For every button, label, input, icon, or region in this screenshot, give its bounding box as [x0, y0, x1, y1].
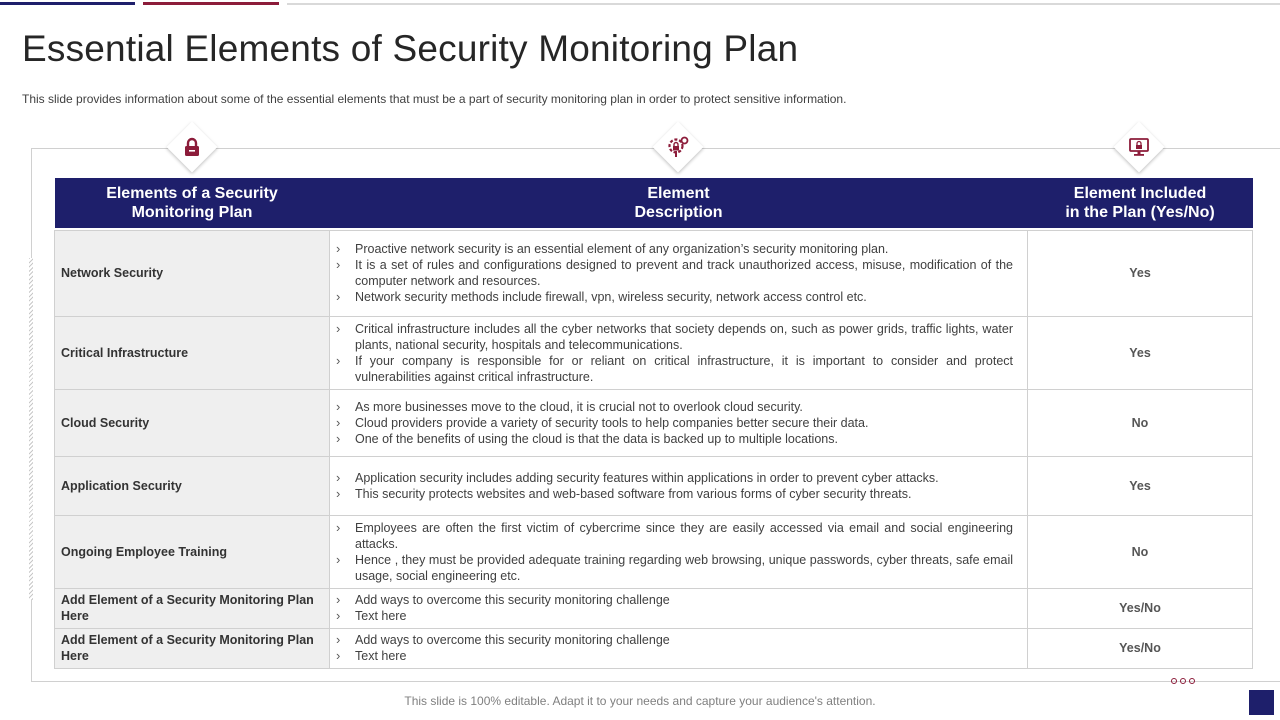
security-elements-table [54, 178, 1253, 669]
top-accent-bar-maroon [143, 2, 279, 5]
gear-lock-icon [664, 133, 692, 161]
dot-icon [1171, 678, 1177, 684]
lock-icon [178, 133, 206, 161]
row-included: No [1028, 389, 1253, 456]
row-included: Yes [1028, 230, 1253, 316]
description-bullet: › It is a set of rules and configurations designed to prevent and track unauthorized access, misuse, modification of the computer network and resources. [336, 257, 1013, 289]
header-elements-line-1: Elements of a Security [106, 185, 278, 202]
table-row [55, 389, 1253, 456]
row-description [330, 456, 1028, 515]
decorative-dots [1171, 678, 1195, 684]
description-bullet: › Add ways to overcome this security monitoring challenge [336, 592, 1013, 608]
footer-note: This slide is 100% editable. Adapt it to your needs and capture your audience's attention. [404, 694, 876, 708]
row-description [330, 230, 1028, 316]
table-row [55, 456, 1253, 515]
table-row [55, 628, 1253, 668]
header-description-line-2: Description [634, 204, 723, 221]
row-description [330, 588, 1028, 628]
row-description [330, 515, 1028, 588]
header-description [330, 178, 1028, 228]
description-bullet: › Cloud providers provide a variety of security tools to help companies better secure their data. [336, 415, 1013, 431]
dot-icon [1180, 678, 1186, 684]
table-row [55, 588, 1253, 628]
description-bullet: › If your company is responsible for or reliant on critical infrastructure, it is important to consider and protect vulnerabilities against critical infrastructure. [336, 353, 1013, 385]
header-elements [55, 178, 330, 228]
header-included-line-2: in the Plan (Yes/No) [1065, 204, 1215, 221]
top-accent-bar-navy [0, 2, 135, 5]
description-bullet: › Network security methods include firewall, vpn, wireless security, network access control etc. [336, 289, 1013, 305]
slide-subtitle: This slide provides information about some of the essential elements that must be a part of security monitoring plan in order to protect sensitive information. [22, 92, 847, 106]
row-element-name: Add Element of a Security Monitoring Plan Here [55, 588, 330, 628]
row-element-name: Cloud Security [55, 389, 330, 456]
row-element-name: Add Element of a Security Monitoring Plan Here [55, 628, 330, 668]
top-rule [287, 3, 1280, 5]
row-description [330, 628, 1028, 668]
monitor-lock-icon [1125, 133, 1153, 161]
description-bullet: › Employees are often the first victim of cybercrime since they are easily accessed via email and social engineering attacks. [336, 520, 1013, 552]
description-bullet: › One of the benefits of using the cloud is that the data is backed up to multiple locations. [336, 431, 1013, 447]
description-bullet: › Proactive network security is an essential element of any organization’s security monitoring plan. [336, 241, 1013, 257]
table-row [55, 515, 1253, 588]
row-element-name: Critical Infrastructure [55, 316, 330, 389]
description-bullet: › Critical infrastructure includes all the cyber networks that society depends on, such as power grids, traffic lights, water plants, national security, hospitals and telecommunications. [336, 321, 1013, 353]
header-included [1028, 178, 1253, 228]
row-included: Yes [1028, 456, 1253, 515]
header-elements-line-2: Monitoring Plan [131, 204, 253, 221]
header-description-line-1: Element [647, 185, 710, 202]
description-bullet: › This security protects websites and web-based software from various forms of cyber security threats. [336, 486, 1013, 502]
row-included: Yes/No [1028, 588, 1253, 628]
description-bullet: › Text here [336, 648, 1013, 664]
description-bullet: › Hence , they must be provided adequate training regarding web browsing, unique passwords, cyber threats, safe email usage, social engineering etc. [336, 552, 1013, 584]
row-description [330, 316, 1028, 389]
row-included: Yes [1028, 316, 1253, 389]
slide-title: Essential Elements of Security Monitoring Plan [22, 28, 799, 69]
row-element-name: Network Security [55, 230, 330, 316]
description-bullet: › Text here [336, 608, 1013, 624]
description-bullet: › Add ways to overcome this security monitoring challenge [336, 632, 1013, 648]
table-header-row [55, 178, 1253, 228]
table-row [55, 230, 1253, 316]
row-included: Yes/No [1028, 628, 1253, 668]
decorative-hatch-strip [29, 258, 33, 600]
header-included-line-1: Element Included [1073, 185, 1207, 202]
row-included: No [1028, 515, 1253, 588]
description-bullet: › Application security includes adding security features within applications in order to prevent cyber attacks. [336, 470, 1013, 486]
row-element-name: Ongoing Employee Training [55, 515, 330, 588]
row-element-name: Application Security [55, 456, 330, 515]
table-row [55, 316, 1253, 389]
description-bullet: › As more businesses move to the cloud, it is crucial not to overlook cloud security. [336, 399, 1013, 415]
dot-icon [1189, 678, 1195, 684]
row-description [330, 389, 1028, 456]
